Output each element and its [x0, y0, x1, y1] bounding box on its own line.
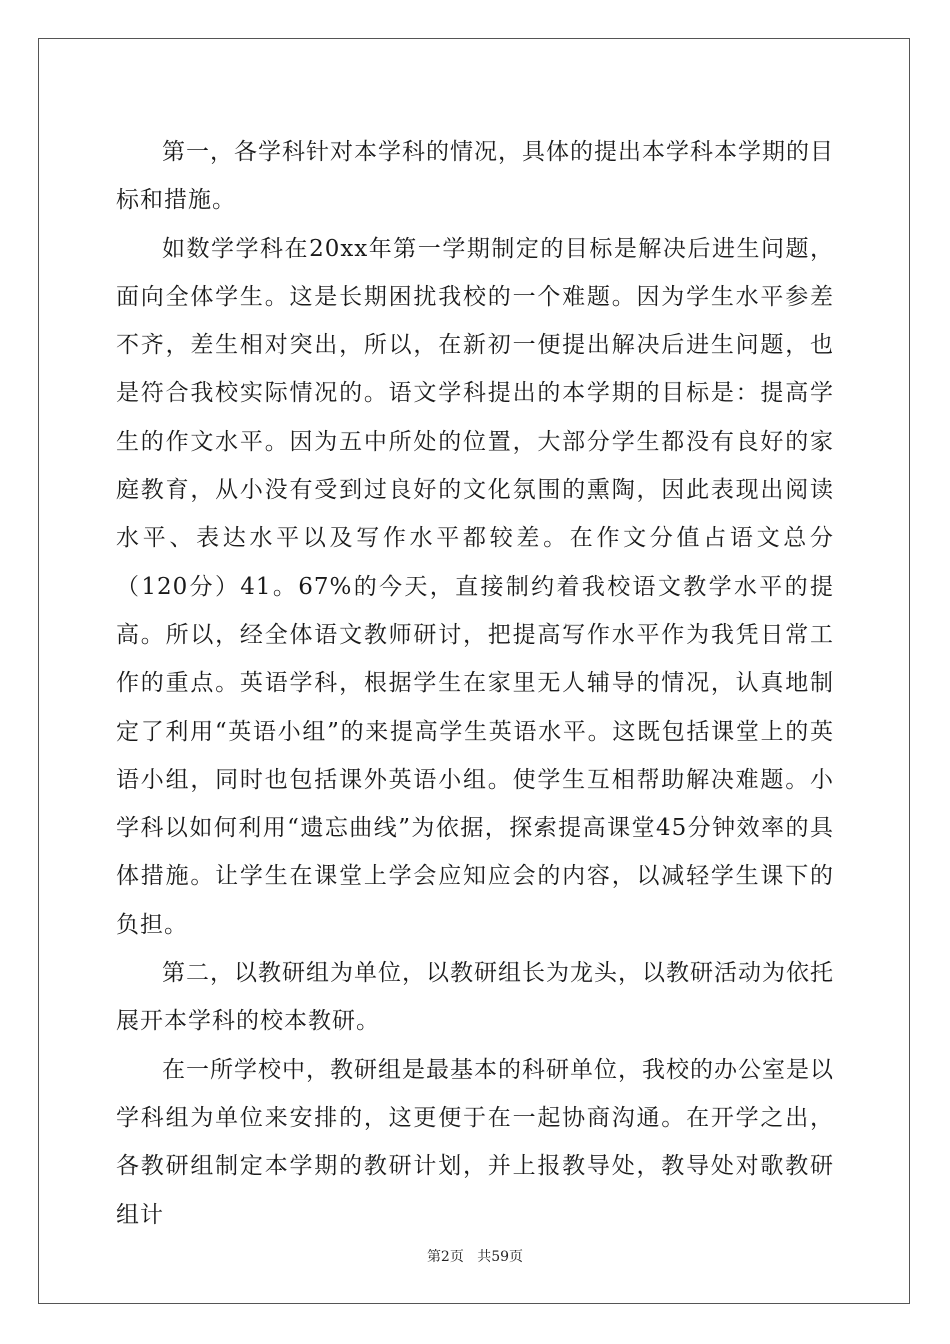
footer-spacer [464, 1249, 477, 1265]
page-total: 共59页 [477, 1249, 524, 1265]
paragraph-1: 第一，各学科针对本学科的情况，具体的提出本学科本学期的目标和措施。 [116, 139, 834, 214]
page-footer [0, 1248, 950, 1266]
paragraph-3: 第二，以教研组为单位，以教研组长为龙头，以教研活动为依托展开本学科的校本教研。 [116, 960, 834, 1035]
document-body [116, 128, 834, 1239]
page-number: 第2页 [426, 1249, 464, 1265]
paragraph-2: 如数学学科在20xx年第一学期制定的目标是解决后进生问题，面向全体学生。这是长期困扰我校的一个难题。因为学生水平参差不齐，差生相对突出，所以，在新初一便提出解决后进生问题，也是符合我校实际情况的。语文学科提出的本学期的目标是：提高学生的作文水平。因为五中所处的位置，大部分学生都没有良好的家庭教育，从小没有受到过良好的文化氛围的熏陶，因此表现出阅读水平、表达水平以及写作水平都较差。在作文分值占语文总分（120分）41。67%的今天，直接制约着我校语文教学水平的提高。所以，经全体语文教师研讨，把提高写作水平作为我凭日常工作的重点。英语学科，根据学生在家里无人辅导的情况，认真地制定了利用“英语小组”的来提高学生英语水平。这既包括课堂上的英语小组，同时也包括课外英语小组。使学生互相帮助解决难题。小学科以如何利用“遗忘曲线”为依据，探索提高课堂45分钟效率的具体措施。让学生在课堂上学会应知应会的内容，以减轻学生课下的负担。 [116, 235, 834, 938]
paragraph-4: 在一所学校中，教研组是最基本的科研单位，我校的办公室是以学科组为单位来安排的，这更便于在一起协商沟通。在开学之出，各教研组制定本学期的教研计划，并上报教导处，教导处对歌教研组计 [116, 1056, 834, 1228]
